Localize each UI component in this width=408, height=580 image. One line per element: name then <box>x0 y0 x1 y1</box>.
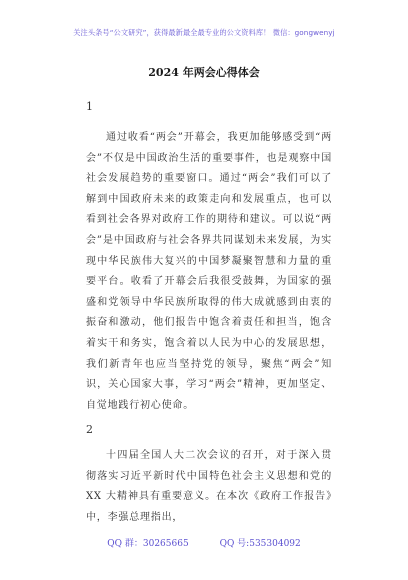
header-banner: 关注头条号“公文研究”，获得最新最全最专业的公文资料库！ 微信：gongwenyj <box>73 28 335 37</box>
qq-number-link[interactable]: QQ 号:535304092 <box>219 539 301 549</box>
paragraph: 通过收看“两会”开幕会，我更加能够感受到“两会”不仅是中国政治生活的重要事件，也是观察中国社会发展趋势的重要窗口。通过“两会”我们可以了解到中国政府未来的政策走向和发展重点，也可以看到社会各界对政府工作的期待和建议。可以说“两会”是中国政府与社会各界共同谋划未来发展，为实现中华民族伟大复兴的中国梦凝聚智慧和力量的重要平台。收看了开幕会后我很受鼓舞，为国家的强盛和党领导中华民族所取得的伟大成就感到由衷的振奋和激动，他们报告中饱含着责任和担当，饱含着实干和务实，饱含着以人民为中心的发展思想，我们新青年也应当坚持党的领导，聚焦“两会”知识，关心国家大事，学习“两会”精神，更加坚定、自觉地践行初心使命。 <box>86 132 332 411</box>
section-number: 1 <box>86 100 93 113</box>
paragraph: 十四届全国人大二次会议的召开，对于深入贯彻落实习近平新时代中国特色社会主义思想和党的 XX 大精神具有重要意义。在本次《政府工作报告》中，李强总理指出， <box>86 450 332 523</box>
document-title: 2024 年两会心得体会 <box>148 66 260 79</box>
footer <box>0 536 408 549</box>
qq-group-link[interactable]: QQ 群：30265665 <box>107 539 189 549</box>
section-number: 2 <box>86 423 93 436</box>
